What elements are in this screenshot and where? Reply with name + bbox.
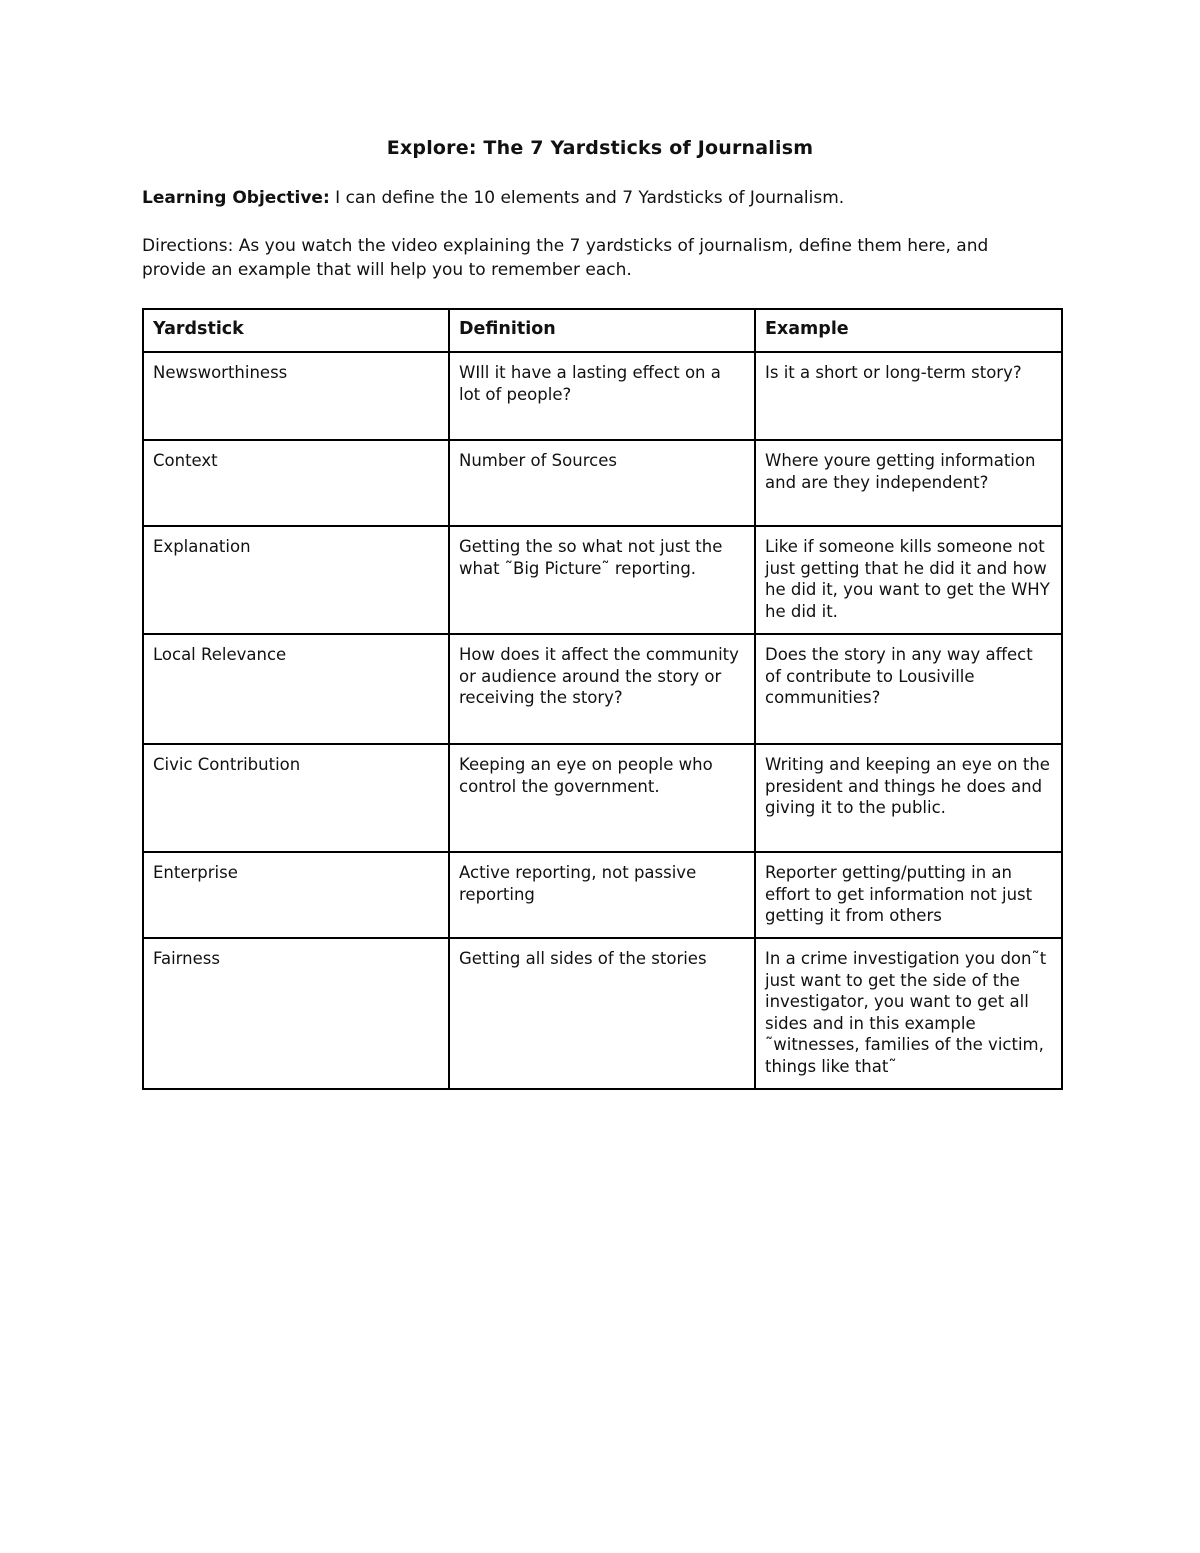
header-example: Example (755, 309, 1062, 352)
cell-definition: Getting the so what not just the what ˜Big Picture˜ reporting. (449, 526, 755, 634)
cell-definition: How does it affect the community or audience around the story or receiving the story? (449, 634, 755, 744)
cell-yardstick: Civic Contribution (143, 744, 449, 852)
table-row (143, 852, 1062, 938)
learning-objective (142, 186, 1062, 210)
header-yardstick: Yardstick (143, 309, 449, 352)
cell-example: Reporter getting/putting in an effort to get information not just getting it from others (755, 852, 1062, 938)
learning-objective-label: Learning Objective: (142, 188, 330, 208)
cell-yardstick: Enterprise (143, 852, 449, 938)
cell-example: Does the story in any way affect of contribute to Lousiville communities? (755, 634, 1062, 744)
cell-yardstick: Local Relevance (143, 634, 449, 744)
table-row (143, 526, 1062, 634)
learning-objective-text: I can define the 10 elements and 7 Yardsticks of Journalism. (329, 188, 845, 208)
cell-example: Like if someone kills someone not just getting that he did it and how he did it, you want to get the WHY he did it. (755, 526, 1062, 634)
cell-example: Writing and keeping an eye on the president and things he does and giving it to the public. (755, 744, 1062, 852)
cell-yardstick: Context (143, 440, 449, 526)
cell-definition: WIll it have a lasting effect on a lot of people? (449, 352, 755, 440)
table-row (143, 634, 1062, 744)
cell-yardstick: Explanation (143, 526, 449, 634)
table-header-row (143, 309, 1062, 352)
cell-yardstick: Fairness (143, 938, 449, 1089)
cell-definition: Number of Sources (449, 440, 755, 526)
yardsticks-table (142, 308, 1063, 1090)
table-row (143, 744, 1062, 852)
cell-example: Is it a short or long-term story? (755, 352, 1062, 440)
header-definition: Definition (449, 309, 755, 352)
table-row (143, 938, 1062, 1089)
table-row (143, 352, 1062, 440)
page-title: Explore: The 7 Yardsticks of Journalism (386, 137, 814, 159)
cell-yardstick: Newsworthiness (143, 352, 449, 440)
directions: Directions: As you watch the video explaining the 7 yardsticks of journalism, define them here, and provide an example that will help you to remember each. (142, 236, 989, 280)
cell-definition: Active reporting, not passive reporting (449, 852, 755, 938)
cell-example: Where youre getting information and are they independent? (755, 440, 1062, 526)
table-row (143, 440, 1062, 526)
cell-example: In a crime investigation you don˜t just want to get the side of the investigator, you want to get all sides and in this example ˜witnesses, families of the victim, things like that˜ (755, 938, 1062, 1089)
cell-definition: Keeping an eye on people who control the government. (449, 744, 755, 852)
cell-definition: Getting all sides of the stories (449, 938, 755, 1089)
